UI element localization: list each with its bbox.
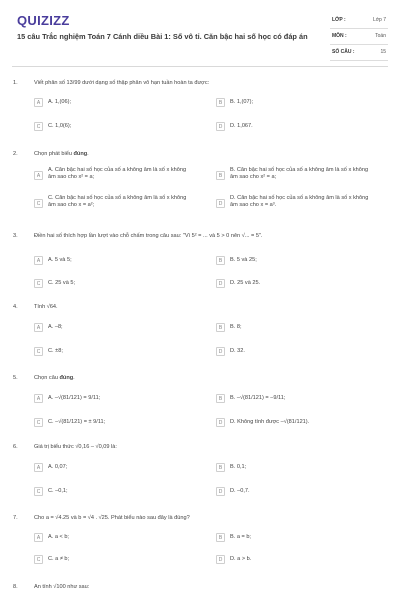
question-number: 8.	[13, 584, 18, 590]
option-letter-box: D	[216, 347, 225, 356]
option-letter-box: A	[34, 98, 43, 107]
info-row-count	[330, 45, 388, 61]
option-text: C. ±8;	[48, 348, 63, 354]
question-text: Chọn câu đúng.	[34, 375, 75, 381]
info-value: Lớp 7	[372, 17, 386, 23]
question-number: 4.	[13, 304, 18, 310]
option-text: D. Căn bậc hai số học của số a không âm là số x không âm sao cho x = a³.	[230, 195, 369, 208]
option-text: C. a ≠ b;	[48, 556, 70, 562]
question-text: Chọn phát biểu đúng.	[34, 151, 89, 157]
option-letter-box: B	[216, 323, 225, 332]
option-letter-box: B	[216, 98, 225, 107]
option-text: D. 32.	[230, 348, 245, 354]
option-letter-box: A	[34, 256, 43, 265]
document-title: 15 câu Trắc nghiệm Toán 7 Cánh diều Bài 1: Số vô tỉ. Căn bậc hai số học có đáp án	[17, 32, 308, 41]
question-text: Giá trị biểu thức √0,16 – √0,09 là:	[34, 444, 117, 450]
question-number: 2.	[13, 151, 18, 157]
option-letter-box: A	[34, 463, 43, 472]
option-text: B. Căn bậc hai số học của số a không âm là số x không âm sao cho x² = a;	[230, 167, 369, 180]
option-text: C. –0,1;	[48, 488, 68, 494]
question-number: 1.	[13, 80, 18, 86]
info-label: MÔN :	[332, 33, 347, 39]
question-number: 6.	[13, 444, 18, 450]
option-text: C. –√(81/121) = ± 9/11;	[48, 419, 106, 425]
option-letter-box: C	[34, 122, 43, 131]
option-letter-box: C	[34, 418, 43, 427]
question-text: Viết phân số 13/99 dưới dạng số thập phân vô hạn tuần hoàn ta được:	[34, 80, 210, 86]
question-text: Điền hai số thích hợp lần lượt vào chỗ chấm trong câu sau: "Vì 5² = ... và 5 > 0 nên √... = 5".	[34, 233, 263, 239]
option-letter-box: B	[216, 394, 225, 403]
option-text: A. –8;	[48, 324, 63, 330]
option-text: A. 5 và 5;	[48, 257, 72, 263]
question-text: Cho a = √4.25 và b = √4 . √25. Phát biểu nào sau đây là đúng?	[34, 515, 190, 521]
option-text: B. a = b;	[230, 534, 251, 540]
option-letter-box: A	[34, 533, 43, 542]
option-text: A. a < b;	[48, 534, 69, 540]
info-table	[330, 13, 388, 61]
option-letter-box: B	[216, 533, 225, 542]
question-text: Tính √64.	[34, 304, 58, 310]
info-row-class	[330, 13, 388, 29]
option-letter-box: A	[34, 171, 43, 180]
option-letter-box: C	[34, 555, 43, 564]
option-text: B. –√(81/121) = –9/11;	[230, 395, 286, 401]
option-text: D. –0,7.	[230, 488, 250, 494]
option-letter-box: C	[34, 347, 43, 356]
option-text: B. 1,(07);	[230, 99, 254, 105]
info-label: LỚP :	[332, 17, 346, 23]
option-text: D. 25 và 25.	[230, 280, 261, 286]
option-letter-box: B	[216, 256, 225, 265]
option-letter-box: D	[216, 418, 225, 427]
option-text: A. 1,(06);	[48, 99, 72, 105]
option-text: C. 1,0(6);	[48, 123, 72, 129]
option-text: D. 1,067.	[230, 123, 253, 129]
option-text: A. 0,07;	[48, 464, 68, 470]
option-letter-box: D	[216, 279, 225, 288]
option-letter-box: B	[216, 171, 225, 180]
info-value: 15	[380, 49, 386, 55]
option-letter-box: D	[216, 487, 225, 496]
option-letter-box: A	[34, 323, 43, 332]
info-label: SỐ CÂU :	[332, 49, 355, 55]
document-header	[0, 0, 400, 66]
option-text: C. Căn bậc hai số học của số a không âm là số x không âm sao cho x = a²;	[48, 195, 187, 208]
quizizz-logo: QUIZIZZ	[17, 13, 70, 28]
header-divider	[12, 66, 388, 67]
info-row-subject	[330, 29, 388, 45]
option-text: C. 25 và 5;	[48, 280, 76, 286]
question-number: 7.	[13, 515, 18, 521]
option-letter-box: D	[216, 122, 225, 131]
option-letter-box: C	[34, 279, 43, 288]
question-text: An tính √100 như sau:	[34, 584, 90, 590]
option-letter-box: D	[216, 555, 225, 564]
option-letter-box: C	[34, 199, 43, 208]
question-number: 5.	[13, 375, 18, 381]
option-text: A. Căn bậc hai số học của số a không âm là số x không âm sao cho x² = a;	[48, 167, 187, 180]
option-text: B. 0,1;	[230, 464, 247, 470]
option-text: D. a > b.	[230, 556, 252, 562]
question-number: 3.	[13, 233, 18, 239]
option-letter-box: D	[216, 199, 225, 208]
option-text: D. Không tính được –√(81/121).	[230, 419, 310, 425]
option-text: A. –√(81/121) = 9/11;	[48, 395, 101, 401]
info-value: Toán	[375, 33, 386, 39]
option-text: B. 8;	[230, 324, 242, 330]
option-letter-box: B	[216, 463, 225, 472]
option-letter-box: A	[34, 394, 43, 403]
option-letter-box: C	[34, 487, 43, 496]
option-text: B. 5 và 25;	[230, 257, 257, 263]
